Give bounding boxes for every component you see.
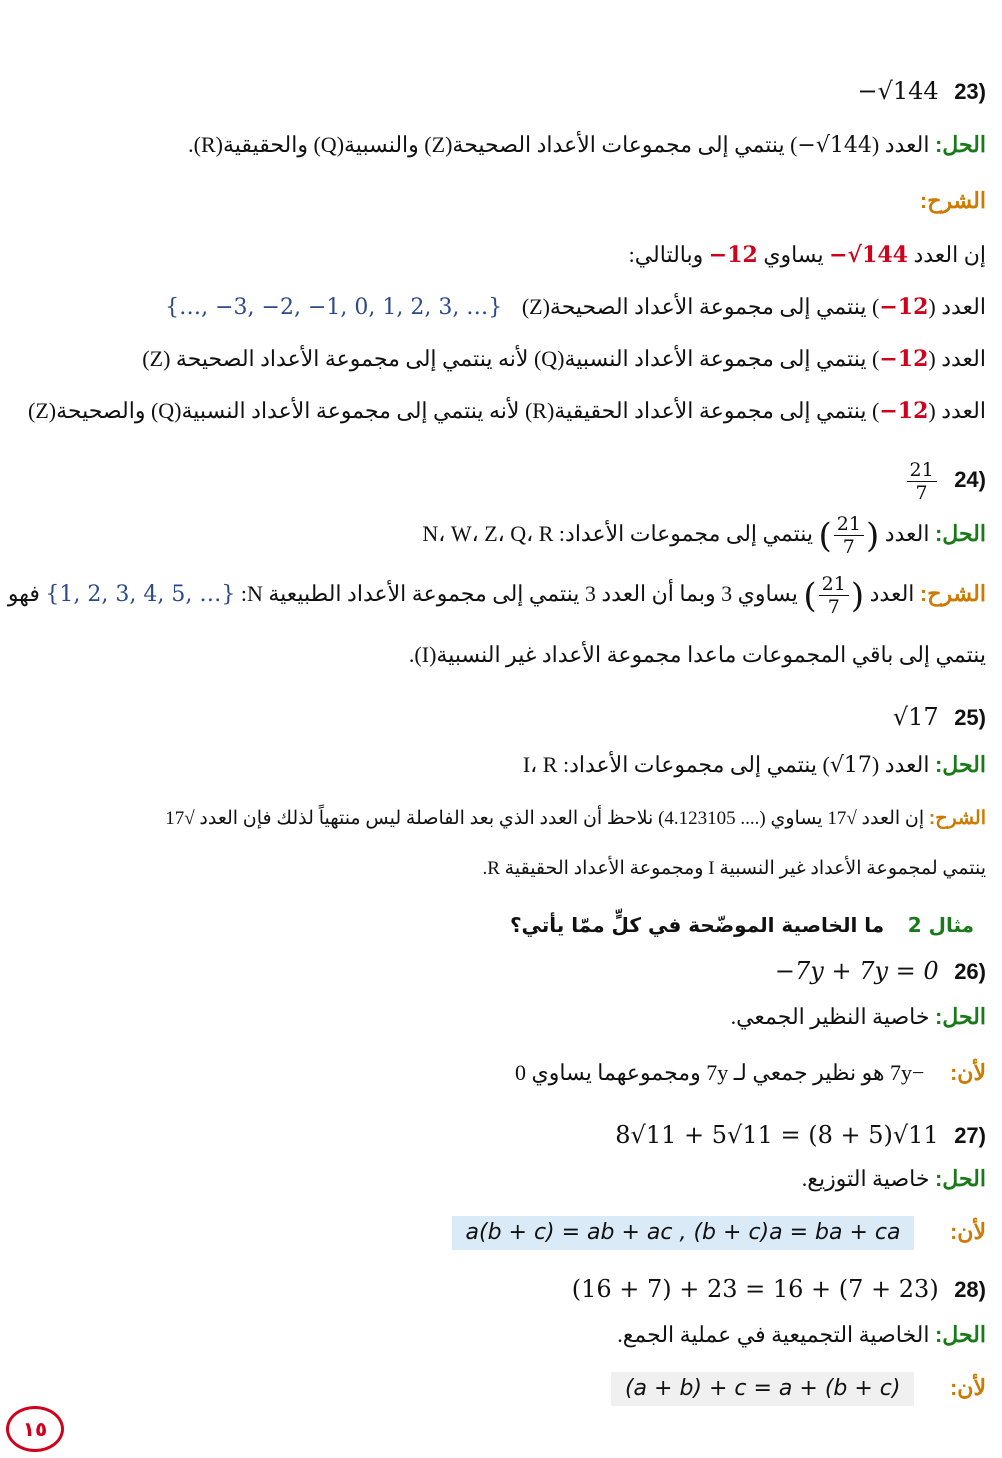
problem-number: (25	[954, 705, 986, 730]
solution-text-pre: العدد (	[871, 752, 930, 777]
explain-text: العدد (	[928, 346, 986, 371]
problem-expression: √17	[892, 703, 939, 731]
explain-text: ينتمي إلى باقي المجموعات ماعدا مجموعة الأعداد غير النسبية(I).	[408, 642, 986, 667]
problem-24-explain-line-2	[409, 640, 986, 670]
highlighted-value: −√144	[829, 242, 908, 268]
problem-28-solution	[617, 1320, 986, 1350]
problem-28-because	[611, 1372, 986, 1406]
because-label: لأن:	[949, 1219, 986, 1244]
explanation-label: الشرح:	[928, 808, 986, 829]
problem-number: (23	[954, 79, 986, 104]
fraction-numerator: 21	[819, 573, 849, 596]
solution-text: خاصية التوزيع.	[801, 1166, 930, 1191]
solution-label: الحل:	[934, 1004, 986, 1029]
explain-text: يساوي 3 وبما أن العدد 3 ينتمي إلى مجموعة الأعداد الطبيعية N:	[240, 581, 798, 606]
problem-23-header	[857, 76, 986, 107]
explain-fraction	[819, 573, 849, 618]
solution-text-pre: العدد	[884, 521, 930, 546]
problem-24-solution: الحل: العدد ( $\frac{21}{7}$ ) ينتمي إلى مجموعات الأعداد: N، W، Z، Q، R	[422, 513, 986, 559]
problem-26-header	[775, 956, 986, 987]
solution-label: الحل:	[934, 752, 986, 777]
explanation-label: الشرح:	[919, 188, 986, 213]
solution-text-post: ) ينتمي إلى مجموعات الأعداد: I، R	[522, 752, 830, 777]
explain-text: ) ينتمي إلى مجموعة الأعداد الصحيحة(Z)	[521, 294, 880, 319]
property-formula: (a + b) + c = a + (b + c)	[611, 1372, 915, 1406]
because-text: −7y هو نظير جمعي لـ 7y ومجموعهما يساوي 0	[515, 1060, 925, 1085]
explain-text: ) ينتمي إلى مجموعة الأعداد الحقيقية(R) لأنه ينتمي إلى مجموعة الأعداد النسبية(Q) والصحيحة(Z)	[27, 398, 880, 423]
explain-text: يساوي	[763, 242, 824, 267]
explanation-label: الشرح:	[919, 581, 986, 606]
problem-25-header	[893, 702, 986, 733]
problem-24-header	[905, 452, 987, 508]
fraction-numerator: 21	[834, 513, 864, 536]
solution-text-pre: العدد (	[871, 132, 930, 157]
solution-text: خاصية النظير الجمعي.	[730, 1004, 930, 1029]
problem-23-solution	[188, 130, 986, 161]
explain-text: العدد (	[928, 294, 986, 319]
solution-text-post: ينتمي إلى مجموعات الأعداد: N، W، Z، Q، R	[422, 521, 813, 546]
problem-28-header	[572, 1274, 986, 1305]
problem-25-explain-line-2	[482, 854, 986, 884]
problem-25-solution	[523, 750, 986, 781]
problem-expression: (16 + 7) + 23 = 16 + (7 + 23)	[571, 1275, 939, 1303]
problem-number: (28	[954, 1277, 986, 1302]
problem-number: (27	[954, 1123, 986, 1148]
problem-expression: 8√11 + 5√11 = (8 + 5)√11	[615, 1121, 939, 1149]
solution-label: الحل:	[934, 132, 986, 157]
explain-text: العدد	[869, 581, 915, 606]
highlighted-value: −12	[708, 242, 758, 268]
solution-text-post: ) ينتمي إلى مجموعات الأعداد الصحيحة(Z) والنسبية(Q) والحقيقية(R).	[188, 132, 798, 157]
fraction-numerator: 21	[907, 459, 937, 482]
problem-23-explain-line-3	[142, 344, 986, 374]
explain-text: إن العدد √17 يساوي (.... 4.123105) نلاحظ أن العدد الذي بعد الفاصلة ليس منتهياً لذلك فإن العدد √17	[165, 808, 925, 829]
problem-expression: −√144	[857, 77, 939, 105]
example-question: ما الخاصية الموضّحة في كلٍّ ممّا يأتي؟	[509, 913, 885, 937]
explain-text: ينتمي لمجموعة الأعداد غير النسبية I ومجموعة الأعداد الحقيقية R.	[482, 858, 986, 879]
highlighted-value: −12	[879, 398, 929, 424]
problem-27-header	[615, 1120, 986, 1151]
explain-text: وبالتالي:	[628, 242, 704, 267]
problem-23-explain-line-4	[28, 396, 986, 426]
problem-expression: −7y + 7y = 0	[774, 957, 939, 985]
explain-text: إن العدد	[913, 242, 986, 267]
solution-expression: −√144	[797, 133, 872, 158]
explain-text: ) ينتمي إلى مجموعة الأعداد النسبية(Q) لأنه ينتمي إلى مجموعة الأعداد الصحيحة (Z)	[142, 346, 880, 371]
page-number: ١٥	[6, 1406, 64, 1452]
problem-26-solution	[731, 1002, 986, 1032]
solution-label: الحل:	[934, 1322, 986, 1347]
problem-fraction	[907, 459, 937, 504]
solution-fraction	[834, 513, 864, 558]
problem-26-because	[515, 1058, 986, 1088]
highlighted-value: −12	[879, 294, 929, 320]
problem-24-explain-line-1: الشرح: العدد ( $\frac{21}{7}$ ) يساوي 3 وبما أن العدد 3 ينتمي إلى مجموعة الأعداد الطبيعية N: {1, 2, 3, 4, 5, …} فهو	[7, 573, 986, 619]
problem-25-explain-line-1	[165, 804, 986, 834]
explain-text: العدد (	[928, 398, 986, 423]
natural-set: {1, 2, 3, 4, 5, …}	[45, 582, 236, 607]
explain-text: فهو	[7, 581, 40, 606]
solution-expression: √17	[829, 753, 872, 778]
because-label: لأن:	[949, 1060, 986, 1085]
problem-27-because	[452, 1216, 987, 1250]
problem-23-explain-label	[920, 186, 986, 216]
integer-set: {…, −3, −2, −1, 0, 1, 2, 3, …}	[165, 295, 503, 320]
solution-label: الحل:	[934, 1166, 986, 1191]
problem-23-explain-line-2	[165, 292, 986, 323]
solution-label: الحل:	[934, 521, 986, 546]
fraction-denominator: 7	[915, 482, 928, 505]
problem-27-solution	[802, 1164, 986, 1194]
problem-number: (26	[954, 959, 986, 984]
property-formula: a(b + c) = ab + ac , (b + c)a = ba + ca	[452, 1216, 915, 1250]
problem-number: (24	[954, 467, 986, 492]
highlighted-value: −12	[879, 346, 929, 372]
example-label: مثال 2	[907, 913, 974, 937]
solution-text: الخاصية التجميعية في عملية الجمع.	[617, 1322, 930, 1347]
fraction-denominator: 7	[827, 596, 840, 619]
problem-23-explain-line-1	[629, 240, 986, 270]
fraction-denominator: 7	[842, 536, 855, 559]
example-heading	[510, 910, 974, 940]
because-label: لأن:	[949, 1375, 986, 1400]
